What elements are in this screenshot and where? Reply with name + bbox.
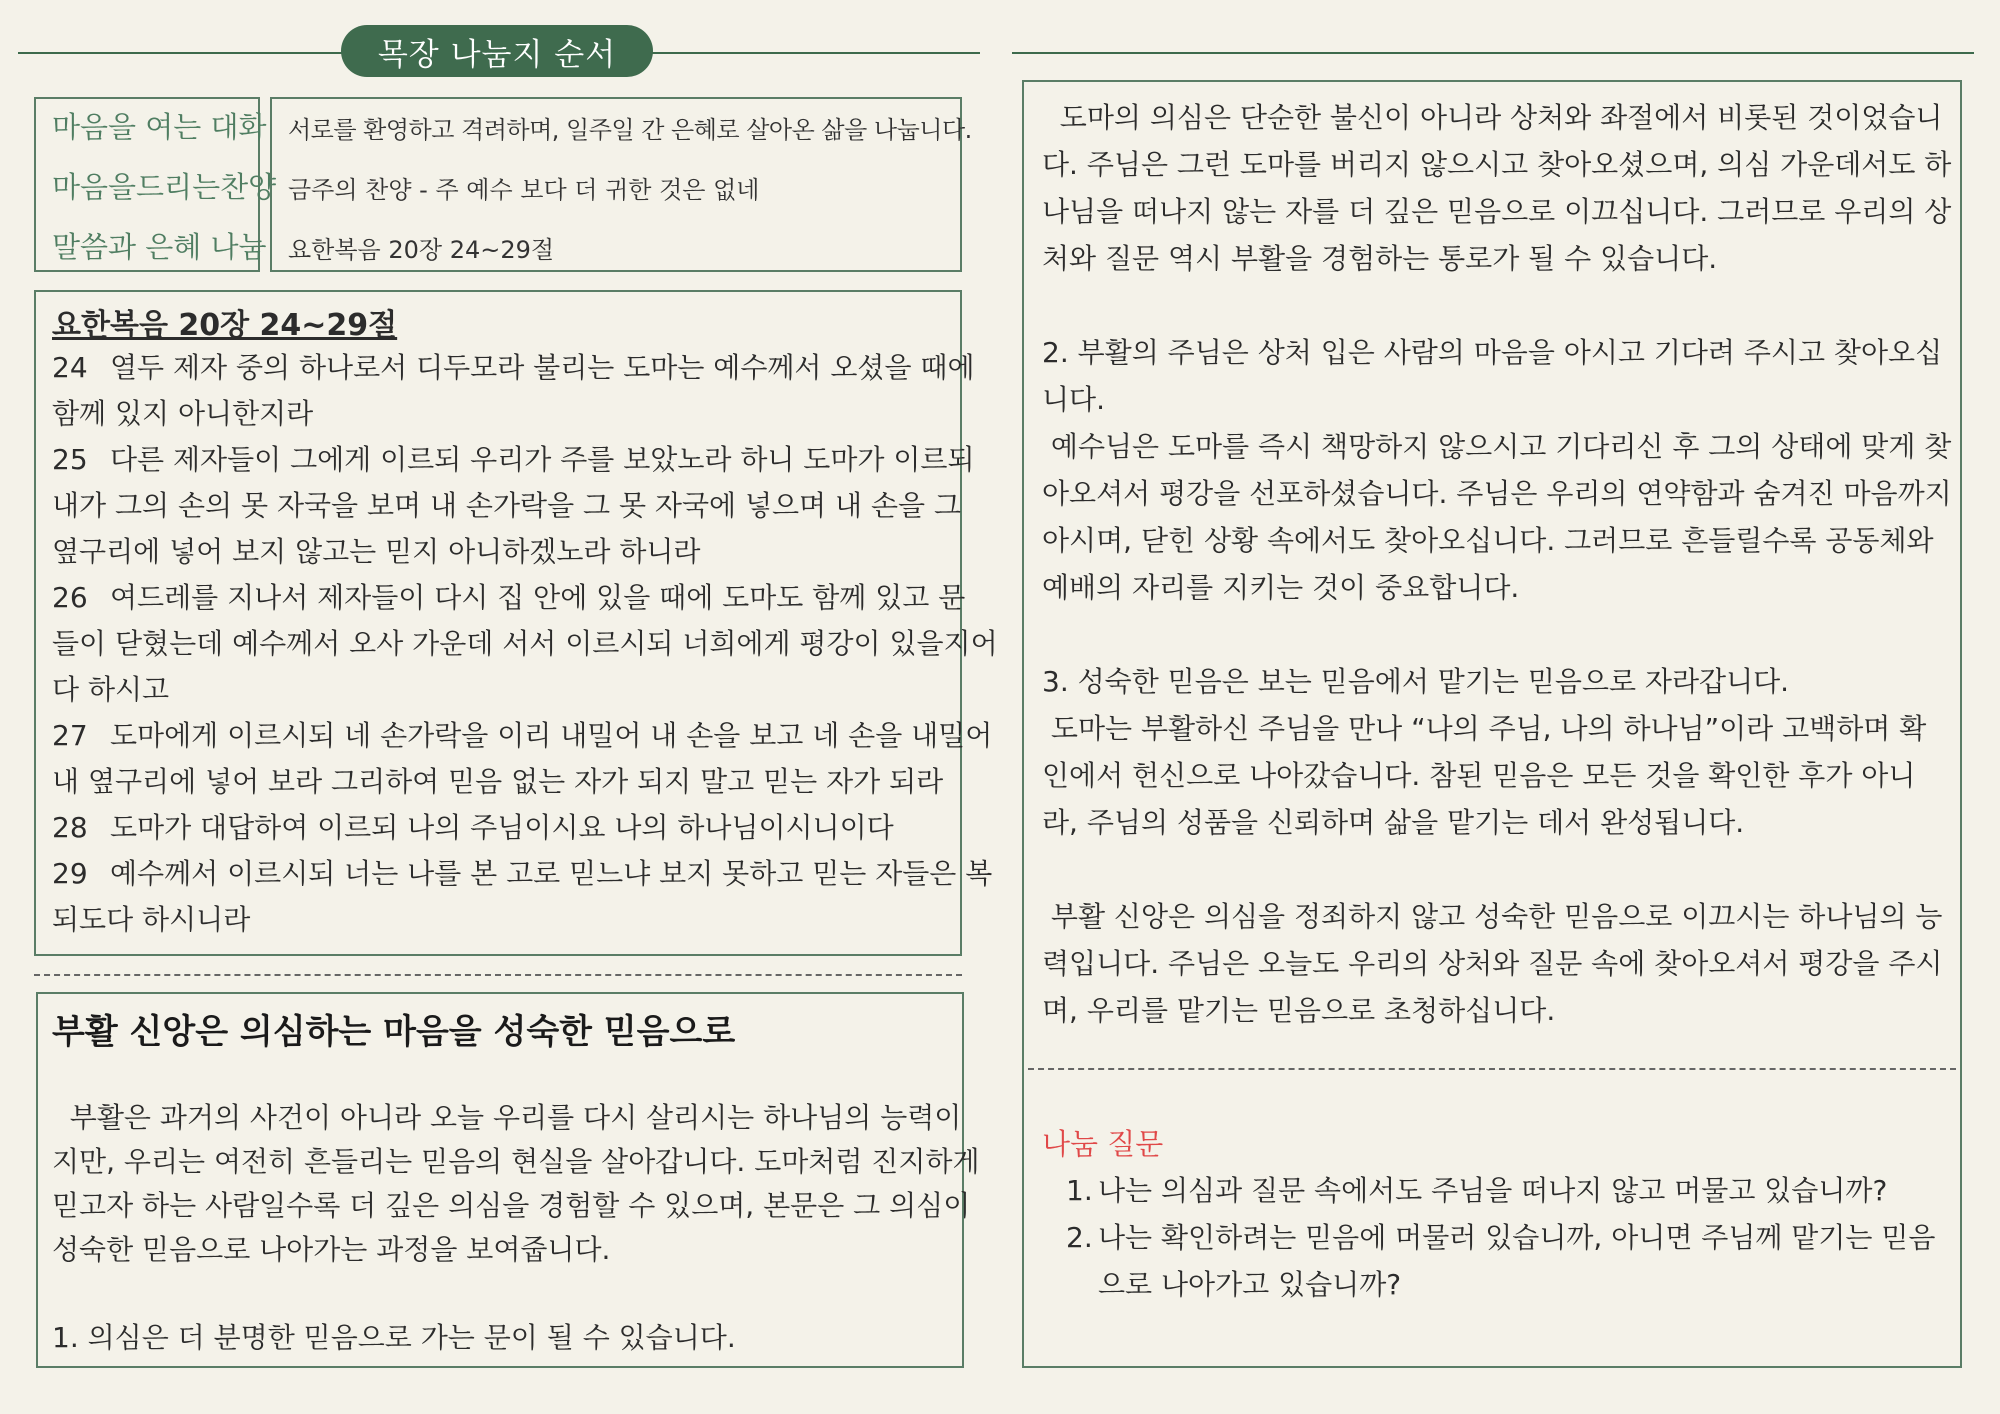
sermon-intro-line: 지만, 우리는 여전히 흔들리는 믿음의 현실을 살아갑니다. 도마처럼 진지하게: [52, 1145, 980, 1178]
paragraph-line: 다. 주님은 그런 도마를 버리지 않으시고 찾아오셨으며, 의심 가운데서도 하: [1042, 148, 1952, 181]
question-number: 2.: [1066, 1221, 1093, 1254]
verse-number: 28: [52, 811, 88, 844]
paragraph-line: 니다.: [1042, 383, 1105, 416]
question-number: 1.: [1066, 1174, 1093, 1207]
verse-25-line-2: 내가 그의 손의 못 자국을 보며 내 손가락을 그 못 자국에 넣으며 내 손을 그: [52, 489, 962, 522]
sermon-point-1-title: 1. 의심은 더 분명한 믿음으로 가는 문이 될 수 있습니다.: [52, 1321, 736, 1354]
paragraph-line: 며, 우리를 맡기는 믿음으로 초청하십니다.: [1042, 994, 1556, 1027]
scripture-heading: 요한복음 20장 24~29절: [52, 308, 398, 343]
verse-text: 여드레를 지나서 제자들이 다시 집 안에 있을 때에 도마도 함께 있고 문: [110, 581, 966, 614]
verse-24-line-2: 함께 있지 아니한지라: [52, 397, 314, 430]
order-detail-conversation: 서로를 환영하고 격려하며, 일주일 간 은혜로 살아온 삶을 나눕니다.: [288, 116, 972, 144]
page-title: 목장 나눔지 순서: [341, 25, 653, 77]
paragraph-line: 부활 신앙은 의심을 정죄하지 않고 성숙한 믿음으로 이끄시는 하나님의 능: [1042, 900, 1943, 933]
sermon-box: [36, 992, 980, 1368]
verse-25-line-3: 옆구리에 넣어 보지 않고는 믿지 아니하겠노라 하니라: [52, 535, 701, 568]
verse-text: 도마가 대답하여 이르되 나의 주님이시요 나의 하나님이시니이다: [110, 811, 894, 844]
question-item: [1066, 1169, 1887, 1209]
paragraph-line: 도마의 의심은 단순한 불신이 아니라 상처와 좌절에서 비롯된 것이었습니: [1042, 101, 1943, 134]
sermon-intro-line: 부활은 과거의 사건이 아니라 오늘 우리를 다시 살리시는 하나님의 능력이: [52, 1101, 962, 1134]
verse-text: 도마에게 이르시되 네 손가락을 이리 내밀어 내 손을 보고 네 손을 내밀어: [110, 719, 993, 752]
paragraph-line: 처와 질문 역시 부활을 경험하는 통로가 될 수 있습니다.: [1042, 242, 1718, 275]
sermon-intro-line: 성숙한 믿음으로 나아가는 과정을 보여줍니다.: [52, 1233, 611, 1266]
sermon-title: 부활 신앙은 의심하는 마음을 성숙한 믿음으로: [52, 1012, 736, 1052]
order-label-conversation: 마음을 여는 대화: [52, 110, 267, 144]
order-detail-word: 요한복음 20장 24~29절: [288, 236, 555, 264]
verse-text: 다른 제자들이 그에게 이르되 우리가 주를 보았노라 하니 도마가 이르되: [110, 443, 975, 476]
verse-27-line-1: [52, 714, 992, 754]
verse-29-line-2: 되도다 하시니라: [52, 903, 251, 936]
verse-29-line-1: [52, 852, 992, 892]
paragraph-line: 라, 주님의 성품을 신뢰하며 삶을 맡기는 데서 완성됩니다.: [1042, 806, 1745, 839]
verse-26-line-1: [52, 576, 965, 616]
header-rule-right: [1012, 52, 1974, 54]
question-item: [1066, 1216, 1935, 1256]
order-detail-praise: 금주의 찬양 - 주 예수 보다 더 귀한 것은 없네: [288, 176, 760, 204]
paragraph-line: 아시며, 닫힌 상황 속에서도 찾아오십니다. 그러므로 흔들릴수록 공동체와: [1042, 524, 1934, 557]
verse-text: 열두 제자 중의 하나로서 디두모라 불리는 도마는 예수께서 오셨을 때에: [110, 351, 975, 384]
order-labels-box: [34, 97, 277, 272]
paragraph-line: 2. 부활의 주님은 상처 입은 사람의 마음을 아시고 기다려 주시고 찾아오십: [1042, 336, 1943, 369]
right-column-box: [1022, 80, 1962, 1368]
paragraph-line: 3. 성숙한 믿음은 보는 믿음에서 맡기는 믿음으로 자라갑니다.: [1042, 665, 1790, 698]
paragraph-line: 예배의 자리를 지키는 것이 중요합니다.: [1042, 571, 1520, 604]
question-text-continued: 으로 나아가고 있습니까?: [1098, 1268, 1402, 1301]
paragraph-line: 예수님은 도마를 즉시 책망하지 않으시고 기다리신 후 그의 상태에 맞게 찾: [1042, 430, 1952, 463]
verse-26-line-2: 들이 닫혔는데 예수께서 오사 가운데 서서 이르시되 너희에게 평강이 있을지어: [52, 627, 998, 660]
verse-number: 26: [52, 581, 88, 614]
paragraph-line: 나님을 떠나지 않는 자를 더 깊은 믿음으로 이끄십니다. 그러므로 우리의 상: [1042, 195, 1952, 228]
divider-right: [1028, 1068, 1956, 1070]
question-text: 나는 확인하려는 믿음에 머물러 있습니까, 아니면 주님께 맡기는 믿음: [1098, 1221, 1936, 1254]
questions-heading: 나눔 질문: [1042, 1127, 1164, 1161]
verse-28-line-1: [52, 806, 894, 846]
verse-27-line-2: 내 옆구리에 넣어 보라 그리하여 믿음 없는 자가 되지 말고 믿는 자가 되라: [52, 765, 944, 798]
verse-26-line-3: 다 하시고: [52, 673, 170, 706]
verse-25-line-1: [52, 438, 975, 478]
sermon-intro-line: 믿고자 하는 사람일수록 더 깊은 의심을 경험할 수 있으며, 본문은 그 의심이: [52, 1189, 971, 1222]
verse-number: 27: [52, 719, 88, 752]
order-details-box: [270, 97, 972, 272]
paragraph-line: 력입니다. 주님은 오늘도 우리의 상처와 질문 속에 찾아오셔서 평강을 주시: [1042, 947, 1943, 980]
question-text: 나는 의심과 질문 속에서도 주님을 떠나지 않고 머물고 있습니까?: [1098, 1174, 1888, 1207]
scripture-box: [34, 290, 998, 956]
verse-number: 25: [52, 443, 88, 476]
paragraph-line: 도마는 부활하신 주님을 만나 “나의 주님, 나의 하나님”이라 고백하며 확: [1042, 712, 1927, 745]
verse-24-line-1: [52, 346, 975, 386]
order-label-word: 말씀과 은혜 나눔: [52, 230, 267, 264]
paragraph-line: 아오셔서 평강을 선포하셨습니다. 주님은 우리의 연약함과 숨겨진 마음까지: [1042, 477, 1952, 510]
verse-number: 24: [52, 351, 88, 384]
verse-number: 29: [52, 857, 88, 890]
order-label-praise: 마음을드리는찬양: [52, 170, 277, 204]
verse-text: 예수께서 이르시되 너는 나를 본 고로 믿느냐 보지 못하고 믿는 자들은 복: [110, 857, 993, 890]
paragraph-line: 인에서 헌신으로 나아갔습니다. 참된 믿음은 모든 것을 확인한 후가 아니: [1042, 759, 1916, 792]
divider-left: [34, 974, 962, 976]
